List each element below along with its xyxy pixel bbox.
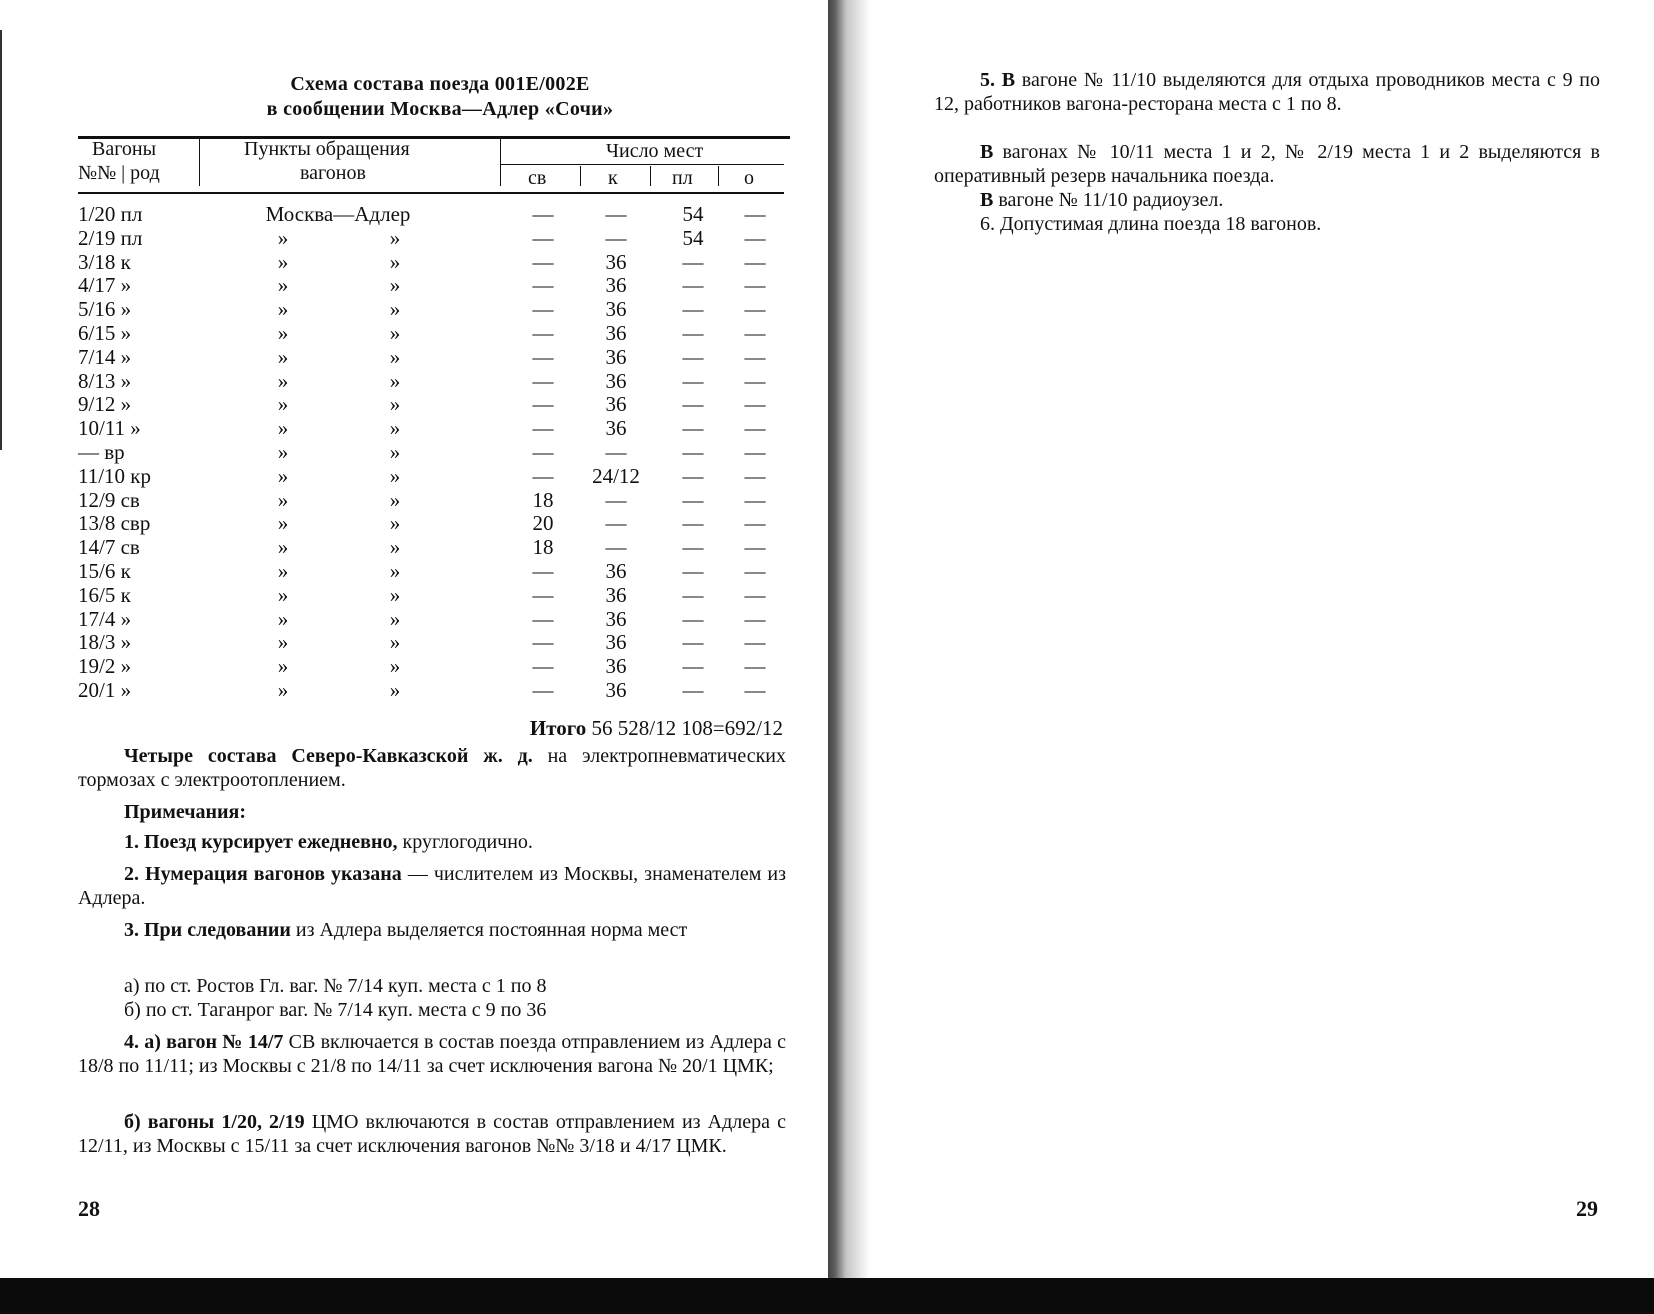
cell-sv: — — [532, 297, 554, 322]
cell-pl: 54 — [682, 225, 704, 250]
cell-pl: — — [682, 606, 704, 631]
cell-sv: — — [532, 321, 554, 345]
note-3-rest: из Адлера выделяется постоянная норма мест — [290, 919, 688, 941]
cell-k: 36 — [605, 678, 627, 702]
note-3b: б) по ст. Таганрог ваг. № 7/14 куп. места с 9 по 36 — [124, 999, 547, 1021]
cell-no: 15/6 к — [78, 559, 131, 583]
cell-k: 36 — [605, 249, 627, 274]
header-wagons-sub: №№ | род — [78, 162, 160, 184]
cell-to: » — [389, 463, 401, 488]
cell-sv: 20 — [532, 511, 554, 536]
table-row — [0, 226, 828, 250]
composition-bold: Четыре состава Северо-Кавказской ж. д. — [124, 745, 533, 767]
table-total — [300, 716, 783, 741]
cell-pl: — — [682, 297, 704, 322]
notes-heading-text: Примечания: — [124, 801, 247, 823]
cell-no: 17/4 » — [78, 606, 132, 631]
table-row — [0, 392, 828, 416]
cell-k: 36 — [605, 582, 627, 607]
table-row — [0, 440, 828, 464]
table-top-rule — [78, 136, 790, 139]
cell-from: » — [277, 440, 289, 464]
cell-o: — — [744, 202, 766, 226]
cell-pl: — — [682, 440, 704, 464]
cell-pl: — — [682, 416, 704, 441]
note-3 — [78, 918, 786, 942]
cell-o: — — [744, 678, 766, 702]
cell-no: — вр — [78, 440, 125, 464]
cell-from: » — [277, 606, 289, 631]
header-o: о — [744, 167, 754, 189]
cell-k: 36 — [605, 344, 627, 369]
cell-no: 19/2 » — [78, 654, 132, 679]
cell-pl: — — [682, 463, 704, 488]
note-5-rest: вагоне № 11/10 выделяются для отдыха проводников места с 9 по 12, работников вагона-ресторана места с 1 по 8. — [934, 69, 1600, 115]
cell-sv: — — [532, 606, 554, 631]
cell-k: — — [605, 535, 627, 560]
note-5-bold: 5. В — [980, 69, 1016, 91]
table-row — [0, 416, 828, 440]
cell-o: — — [744, 440, 766, 464]
cell-pl: — — [682, 273, 704, 298]
cell-from: » — [277, 392, 289, 417]
cell-sv: — — [532, 440, 554, 464]
cell-k: 36 — [605, 654, 627, 679]
note-4b-bold: б) вагоны 1/20, 2/19 — [124, 1111, 305, 1133]
table-row — [0, 511, 828, 535]
cell-k: 36 — [605, 630, 627, 655]
table-row — [0, 345, 828, 369]
table-header-bottom-rule — [78, 192, 784, 194]
cell-k: 36 — [605, 606, 627, 631]
cell-from: » — [277, 535, 289, 560]
table-row — [0, 369, 828, 393]
cell-no: 3/18 к — [78, 249, 131, 274]
cell-no: 8/13 » — [78, 368, 132, 393]
cell-o: — — [744, 392, 766, 417]
cell-sv: 18 — [532, 535, 554, 560]
note-3-bold: 3. При следовании — [124, 919, 291, 941]
cell-pl: — — [682, 321, 704, 345]
note-4a — [78, 1030, 786, 1078]
cell-from: » — [277, 630, 289, 655]
cell-o: — — [744, 273, 766, 298]
cell-o: — — [744, 654, 766, 679]
composition-rest: на электропневматических тормозах с электроотоплением. — [78, 745, 786, 791]
total-label: Итого — [529, 716, 587, 740]
note-reserve — [934, 140, 1600, 188]
cell-to: » — [389, 630, 401, 655]
cell-to: » — [389, 511, 401, 536]
cell-no: 6/15 » — [78, 321, 132, 345]
table-row — [0, 559, 828, 583]
cell-no: 1/20 пл — [78, 202, 143, 226]
cell-pl: — — [682, 511, 704, 536]
cell-no: 7/14 » — [78, 344, 132, 369]
cell-k: — — [605, 511, 627, 536]
cell-k: 36 — [605, 559, 627, 583]
cell-pl: — — [682, 535, 704, 560]
cell-pl: — — [682, 249, 704, 274]
cell-from: » — [277, 463, 289, 488]
cell-sv: — — [532, 463, 554, 488]
note-radio-bold: В — [980, 189, 994, 211]
cell-to: » — [389, 487, 401, 512]
cell-k: 36 — [605, 392, 627, 417]
cell-sv: — — [532, 273, 554, 298]
cell-no: 9/12 » — [78, 392, 132, 417]
cell-from: » — [277, 344, 289, 369]
cell-to: » — [389, 225, 401, 250]
cell-no: 10/11 » — [78, 416, 141, 441]
note-reserve-bold: В — [980, 141, 994, 163]
cell-no: 12/9 св — [78, 487, 140, 512]
cell-from: » — [277, 321, 289, 345]
cell-sv: — — [532, 344, 554, 369]
cell-o: — — [744, 297, 766, 322]
cell-k: — — [605, 202, 627, 226]
cell-o: — — [744, 511, 766, 536]
composition-paragraph — [78, 744, 786, 792]
cell-from: » — [277, 511, 289, 536]
table-row — [0, 202, 828, 226]
cell-to: » — [389, 654, 401, 679]
page-number-left: 28 — [78, 1196, 100, 1221]
cell-pl: — — [682, 654, 704, 679]
cell-k: — — [605, 440, 627, 464]
cell-o: — — [744, 630, 766, 655]
cell-o: — — [744, 416, 766, 441]
cell-from: » — [277, 559, 289, 583]
cell-k: 36 — [605, 321, 627, 345]
cell-from: » — [277, 416, 289, 441]
header-seats: Число мест — [606, 140, 704, 162]
note-2-bold: 2. Нумерация вагонов указана — [124, 863, 402, 885]
cell-o: — — [744, 559, 766, 583]
header-wagons: Вагоны — [92, 138, 157, 160]
note-radio — [934, 188, 1600, 212]
page-number-right: 29 — [1576, 1196, 1598, 1221]
cell-pl: — — [682, 344, 704, 369]
cell-sv: — — [532, 225, 554, 250]
cell-from: » — [277, 225, 289, 250]
header-sv: св — [528, 167, 547, 189]
cell-k: — — [605, 487, 627, 512]
note-3a: а) по ст. Ростов Гл. ваг. № 7/14 куп. места с 1 по 8 — [124, 975, 547, 997]
table-row — [0, 630, 828, 654]
cell-pl: — — [682, 487, 704, 512]
cell-to: » — [389, 344, 401, 369]
note-6: 6. Допустимая длина поезда 18 вагонов. — [980, 213, 1322, 235]
table-row — [0, 654, 828, 678]
seats-subheader-rule — [500, 164, 784, 165]
note-1 — [78, 830, 786, 854]
cell-pl: — — [682, 630, 704, 655]
cell-to: » — [389, 273, 401, 298]
cell-pl: — — [682, 582, 704, 607]
scan-bottom-border — [0, 1278, 1654, 1314]
cell-from: » — [277, 487, 289, 512]
cell-to: » — [389, 606, 401, 631]
cell-to: » — [389, 392, 401, 417]
cell-sv: — — [532, 249, 554, 274]
total-value: 56 528/12 108=692/12 — [591, 716, 783, 740]
cell-sv: — — [532, 582, 554, 607]
cell-no: 18/3 » — [78, 630, 132, 655]
cell-sv: — — [532, 630, 554, 655]
cell-from: » — [277, 297, 289, 322]
table-row — [0, 321, 828, 345]
cell-to: » — [389, 368, 401, 393]
col-divider-3 — [580, 166, 581, 186]
cell-from: » — [277, 368, 289, 393]
cell-o: — — [744, 606, 766, 631]
note-4a-bold: 4. а) вагон № 14/7 — [124, 1031, 284, 1053]
table-row — [0, 535, 828, 559]
table-row — [0, 250, 828, 274]
cell-from: » — [277, 273, 289, 298]
schema-subtitle: в сообщении Москва—Адлер «Сочи» — [266, 98, 614, 120]
schema-title: Схема состава поезда 001Е/002Е — [290, 73, 590, 95]
note-1-bold: 1. Поезд курсирует ежедневно, — [124, 831, 398, 853]
cell-pl: — — [682, 559, 704, 583]
cell-to: » — [389, 678, 401, 702]
cell-sv: — — [532, 416, 554, 441]
cell-sv: — — [532, 654, 554, 679]
book-gutter-shadow — [828, 0, 888, 1290]
cell-o: — — [744, 582, 766, 607]
header-points-sub: вагонов — [300, 162, 366, 184]
cell-to: » — [389, 321, 401, 345]
note-2-rest: — числителем из Москвы, знаменателем из Адлера. — [78, 863, 787, 909]
cell-o: — — [744, 249, 766, 274]
col-divider-2 — [500, 138, 501, 186]
note-1-rest: круглогодично. — [397, 831, 533, 853]
table-row — [0, 464, 828, 488]
header-k: к — [608, 167, 618, 189]
cell-pl: — — [682, 392, 704, 417]
cell-pl: 54 — [682, 202, 704, 226]
cell-o: — — [744, 487, 766, 512]
cell-o: — — [744, 225, 766, 250]
table-row — [0, 488, 828, 512]
cell-from: » — [277, 678, 289, 702]
col-divider-5 — [718, 166, 719, 186]
note-2 — [78, 862, 786, 910]
cell-pl: — — [682, 368, 704, 393]
cell-from: » — [277, 582, 289, 607]
cell-o: — — [744, 535, 766, 560]
cell-k: 36 — [605, 273, 627, 298]
cell-no: 14/7 св — [78, 535, 140, 560]
note-radio-rest: вагоне № 11/10 радиоузел. — [993, 189, 1224, 211]
note-4b-rest: ЦМО включаются в состав отправлением из Адлера с 12/11, из Москвы с 15/11 за счет исключения вагонов №№ 3/18 и 4/17 ЦМК. — [78, 1111, 787, 1157]
note-reserve-rest: вагонах № 10/11 места 1 и 2, № 2/19 места 1 и 2 выделяются в оперативный резерв начальника поезда. — [934, 141, 1600, 187]
table-row — [0, 297, 828, 321]
cell-o: — — [744, 321, 766, 345]
cell-to: » — [389, 582, 401, 607]
cell-to: » — [389, 559, 401, 583]
cell-k: 36 — [605, 416, 627, 441]
cell-sv: — — [532, 559, 554, 583]
cell-to: » — [389, 535, 401, 560]
cell-sv: — — [532, 678, 554, 702]
header-pl: пл — [672, 167, 693, 189]
cell-no: 13/8 свр — [78, 511, 151, 536]
cell-sv: — — [532, 392, 554, 417]
cell-to: » — [389, 416, 401, 441]
cell-no: 2/19 пл — [78, 225, 143, 250]
cell-pl: — — [682, 678, 704, 702]
cell-o: — — [744, 463, 766, 488]
cell-no: 4/17 » — [78, 273, 132, 298]
note-5 — [934, 68, 1600, 116]
cell-k: 36 — [605, 368, 627, 393]
cell-k: 24/12 — [592, 463, 640, 488]
table-row — [0, 583, 828, 607]
cell-k: 36 — [605, 297, 627, 322]
cell-from: » — [277, 654, 289, 679]
header-points: Пункты обращения — [244, 138, 410, 160]
cell-to: » — [389, 297, 401, 322]
cell-k: — — [605, 225, 627, 250]
cell-sv: — — [532, 202, 554, 226]
cell-sv: — — [532, 368, 554, 393]
cell-from: Москва—Адлер — [265, 202, 411, 226]
table-row — [0, 678, 828, 702]
cell-no: 20/1 » — [78, 678, 132, 702]
cell-sv: 18 — [532, 487, 554, 512]
cell-no: 16/5 к — [78, 582, 131, 607]
col-divider-4 — [650, 166, 651, 186]
cell-o: — — [744, 344, 766, 369]
notes-heading — [78, 800, 786, 824]
cell-to: » — [389, 249, 401, 274]
table-row — [0, 273, 828, 297]
cell-o: — — [744, 368, 766, 393]
cell-from: » — [277, 249, 289, 274]
cell-no: 5/16 » — [78, 297, 132, 322]
cell-no: 11/10 кр — [78, 463, 152, 488]
note-4b — [78, 1110, 786, 1158]
cell-to: » — [389, 440, 401, 464]
note-4a-rest: СВ включается в состав поезда отправлением из Адлера с 18/8 по 11/11; из Москвы с 21/8 по 14/11 за счет исключения вагона № 20/1 ЦМК; — [78, 1031, 786, 1077]
col-divider-1 — [199, 138, 200, 186]
table-row — [0, 607, 828, 631]
